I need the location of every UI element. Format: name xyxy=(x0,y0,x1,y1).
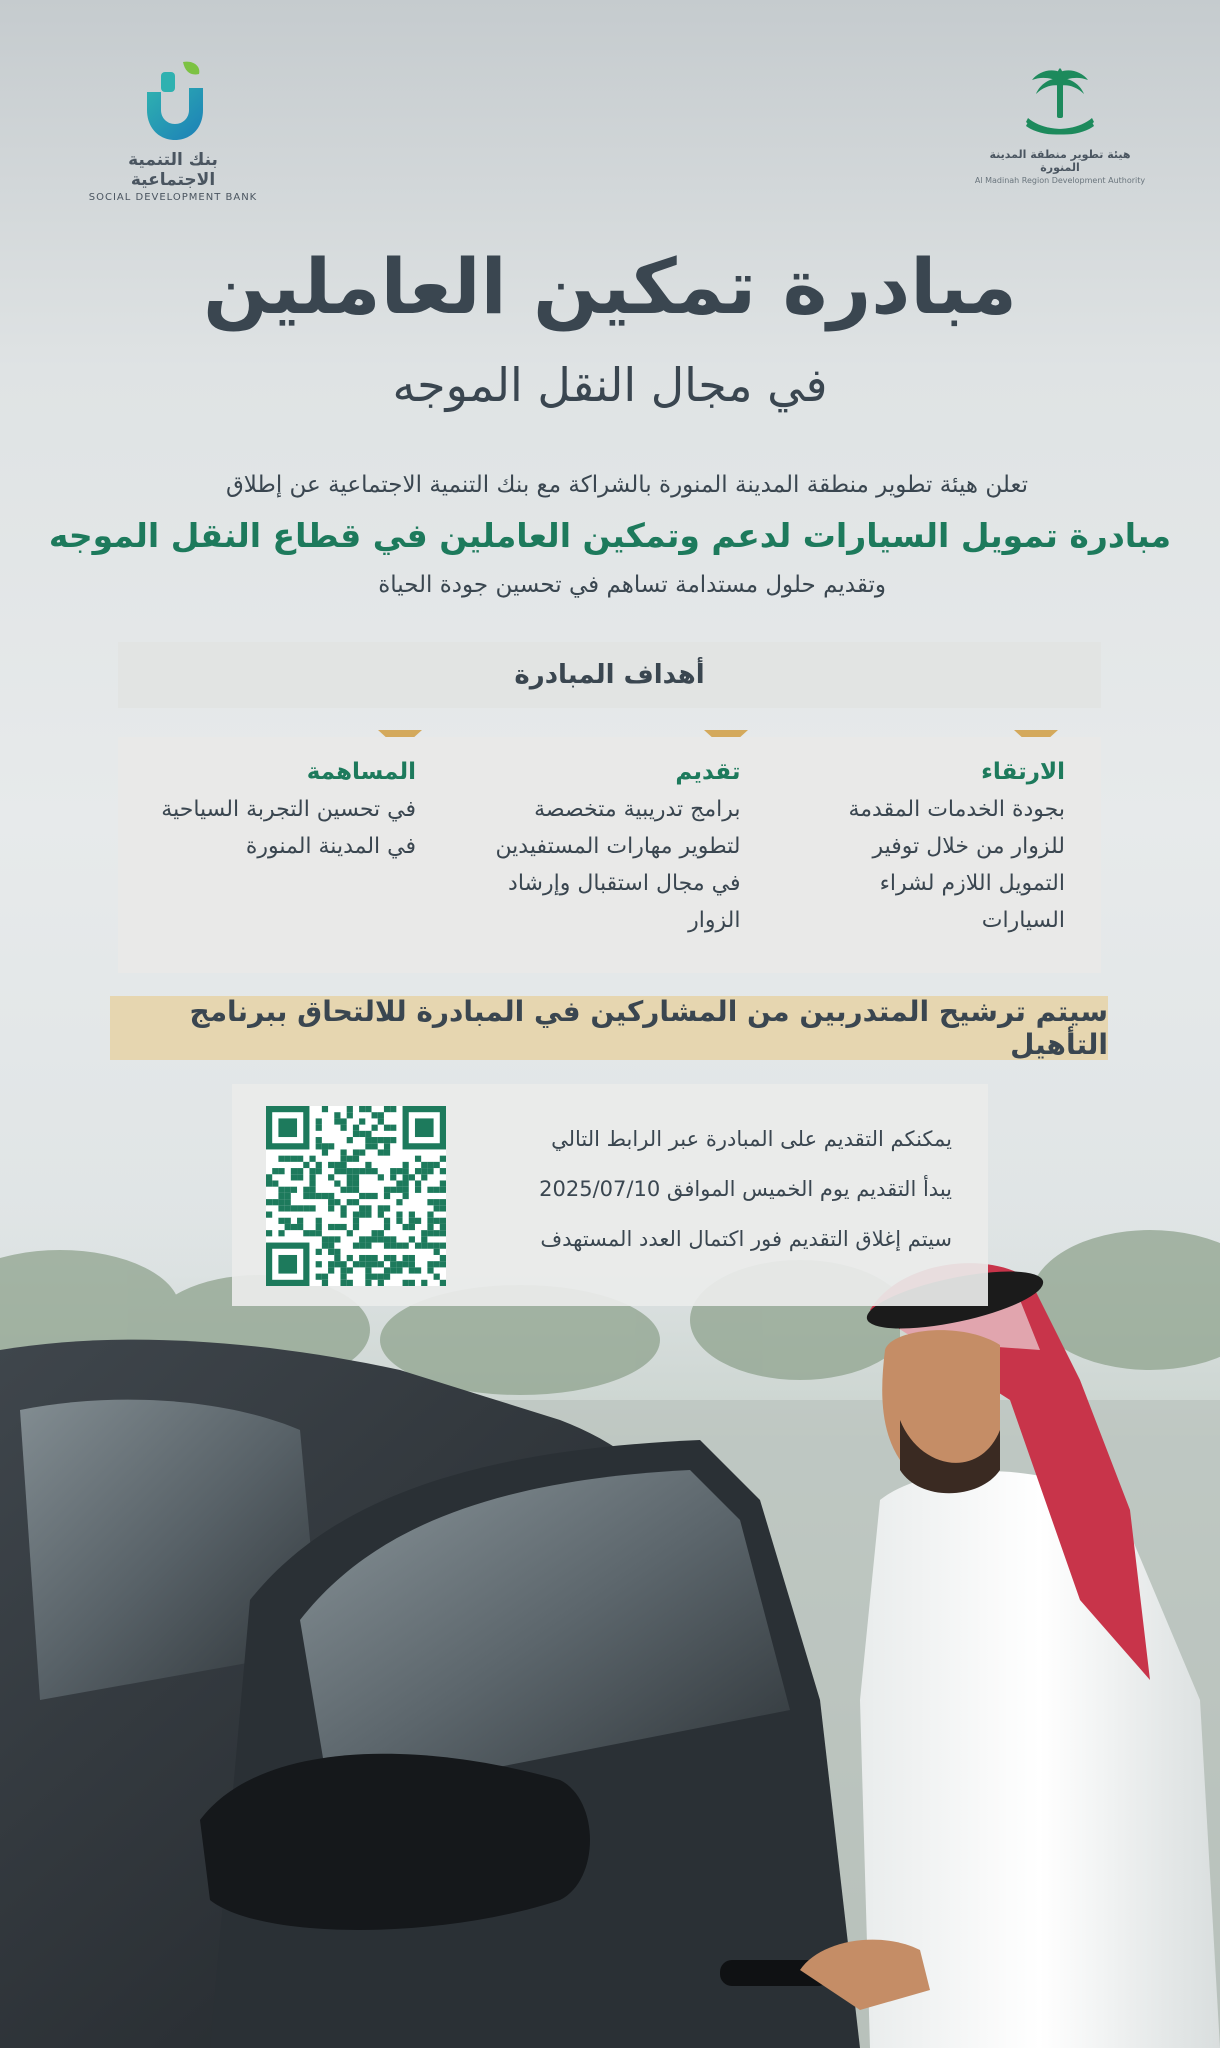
sub-title: في مجال النقل الموجه xyxy=(392,358,828,412)
goals-header: أهداف المبادرة xyxy=(118,642,1101,708)
goals-box xyxy=(118,737,1101,973)
mrda-name-ar: هيئة تطوير منطقة المدينة المنورة xyxy=(989,148,1131,174)
goal-item xyxy=(803,759,1065,973)
goal-item xyxy=(154,759,416,973)
palm-swords-icon xyxy=(1020,66,1100,142)
mrda-name-en: Al Madinah Region Development Authority xyxy=(974,176,1146,185)
sdb-logo xyxy=(88,58,258,203)
goal-title: تقديم xyxy=(675,759,741,785)
sdb-logo-mark-icon xyxy=(141,58,205,142)
sdb-name-ar: بنك التنمية الاجتماعية xyxy=(128,150,218,190)
goal-text: بجودة الخدمات المقدمة للزوار من خلال توفير التمويل اللازم لشراء السيارات xyxy=(848,797,1065,933)
photo-man-with-car xyxy=(0,1180,1220,2048)
sdb-name-en: SOCIAL DEVELOPMENT BANK xyxy=(88,192,258,203)
apply-card xyxy=(232,1084,988,1306)
goal-title: الارتقاء xyxy=(981,759,1065,785)
qualification-notice: سيتم ترشيح المتدربين من المشاركين في المبادرة للالتحاق ببرنامج التأهيل xyxy=(110,996,1108,1060)
goal-text: برامج تدريبية متخصصة لتطوير مهارات المستفيدين في مجال استقبال وإرشاد الزوار xyxy=(495,797,741,933)
apply-line-2: يبدأ التقديم يوم الخميس الموافق 2025/07/10 xyxy=(539,1177,952,1201)
qr-code-icon[interactable] xyxy=(266,1106,446,1286)
goal-text: في تحسين التجربة السياحية في المدينة المنورة xyxy=(161,797,416,859)
apply-line-3: سيتم إغلاق التقديم فور اكتمال العدد المستهدف xyxy=(540,1227,952,1251)
mrda-logo xyxy=(970,66,1150,185)
intro-line-2: مبادرة تمويل السيارات لدعم وتمكين العاملين في قطاع النقل الموجه xyxy=(48,516,1172,555)
intro-line-1: تعلن هيئة تطوير منطقة المدينة المنورة بالشراكة مع بنك التنمية الاجتماعية عن إطلاق xyxy=(225,472,1028,498)
main-title: مبادرة تمكين العاملين xyxy=(203,242,1017,331)
goal-item xyxy=(479,759,741,973)
intro-line-3: وتقديم حلول مستدامة تساهم في تحسين جودة الحياة xyxy=(378,572,886,598)
apply-line-1: يمكنكم التقديم على المبادرة عبر الرابط التالي xyxy=(551,1127,952,1151)
goal-title: المساهمة xyxy=(306,759,416,785)
apply-info xyxy=(472,1114,952,1264)
